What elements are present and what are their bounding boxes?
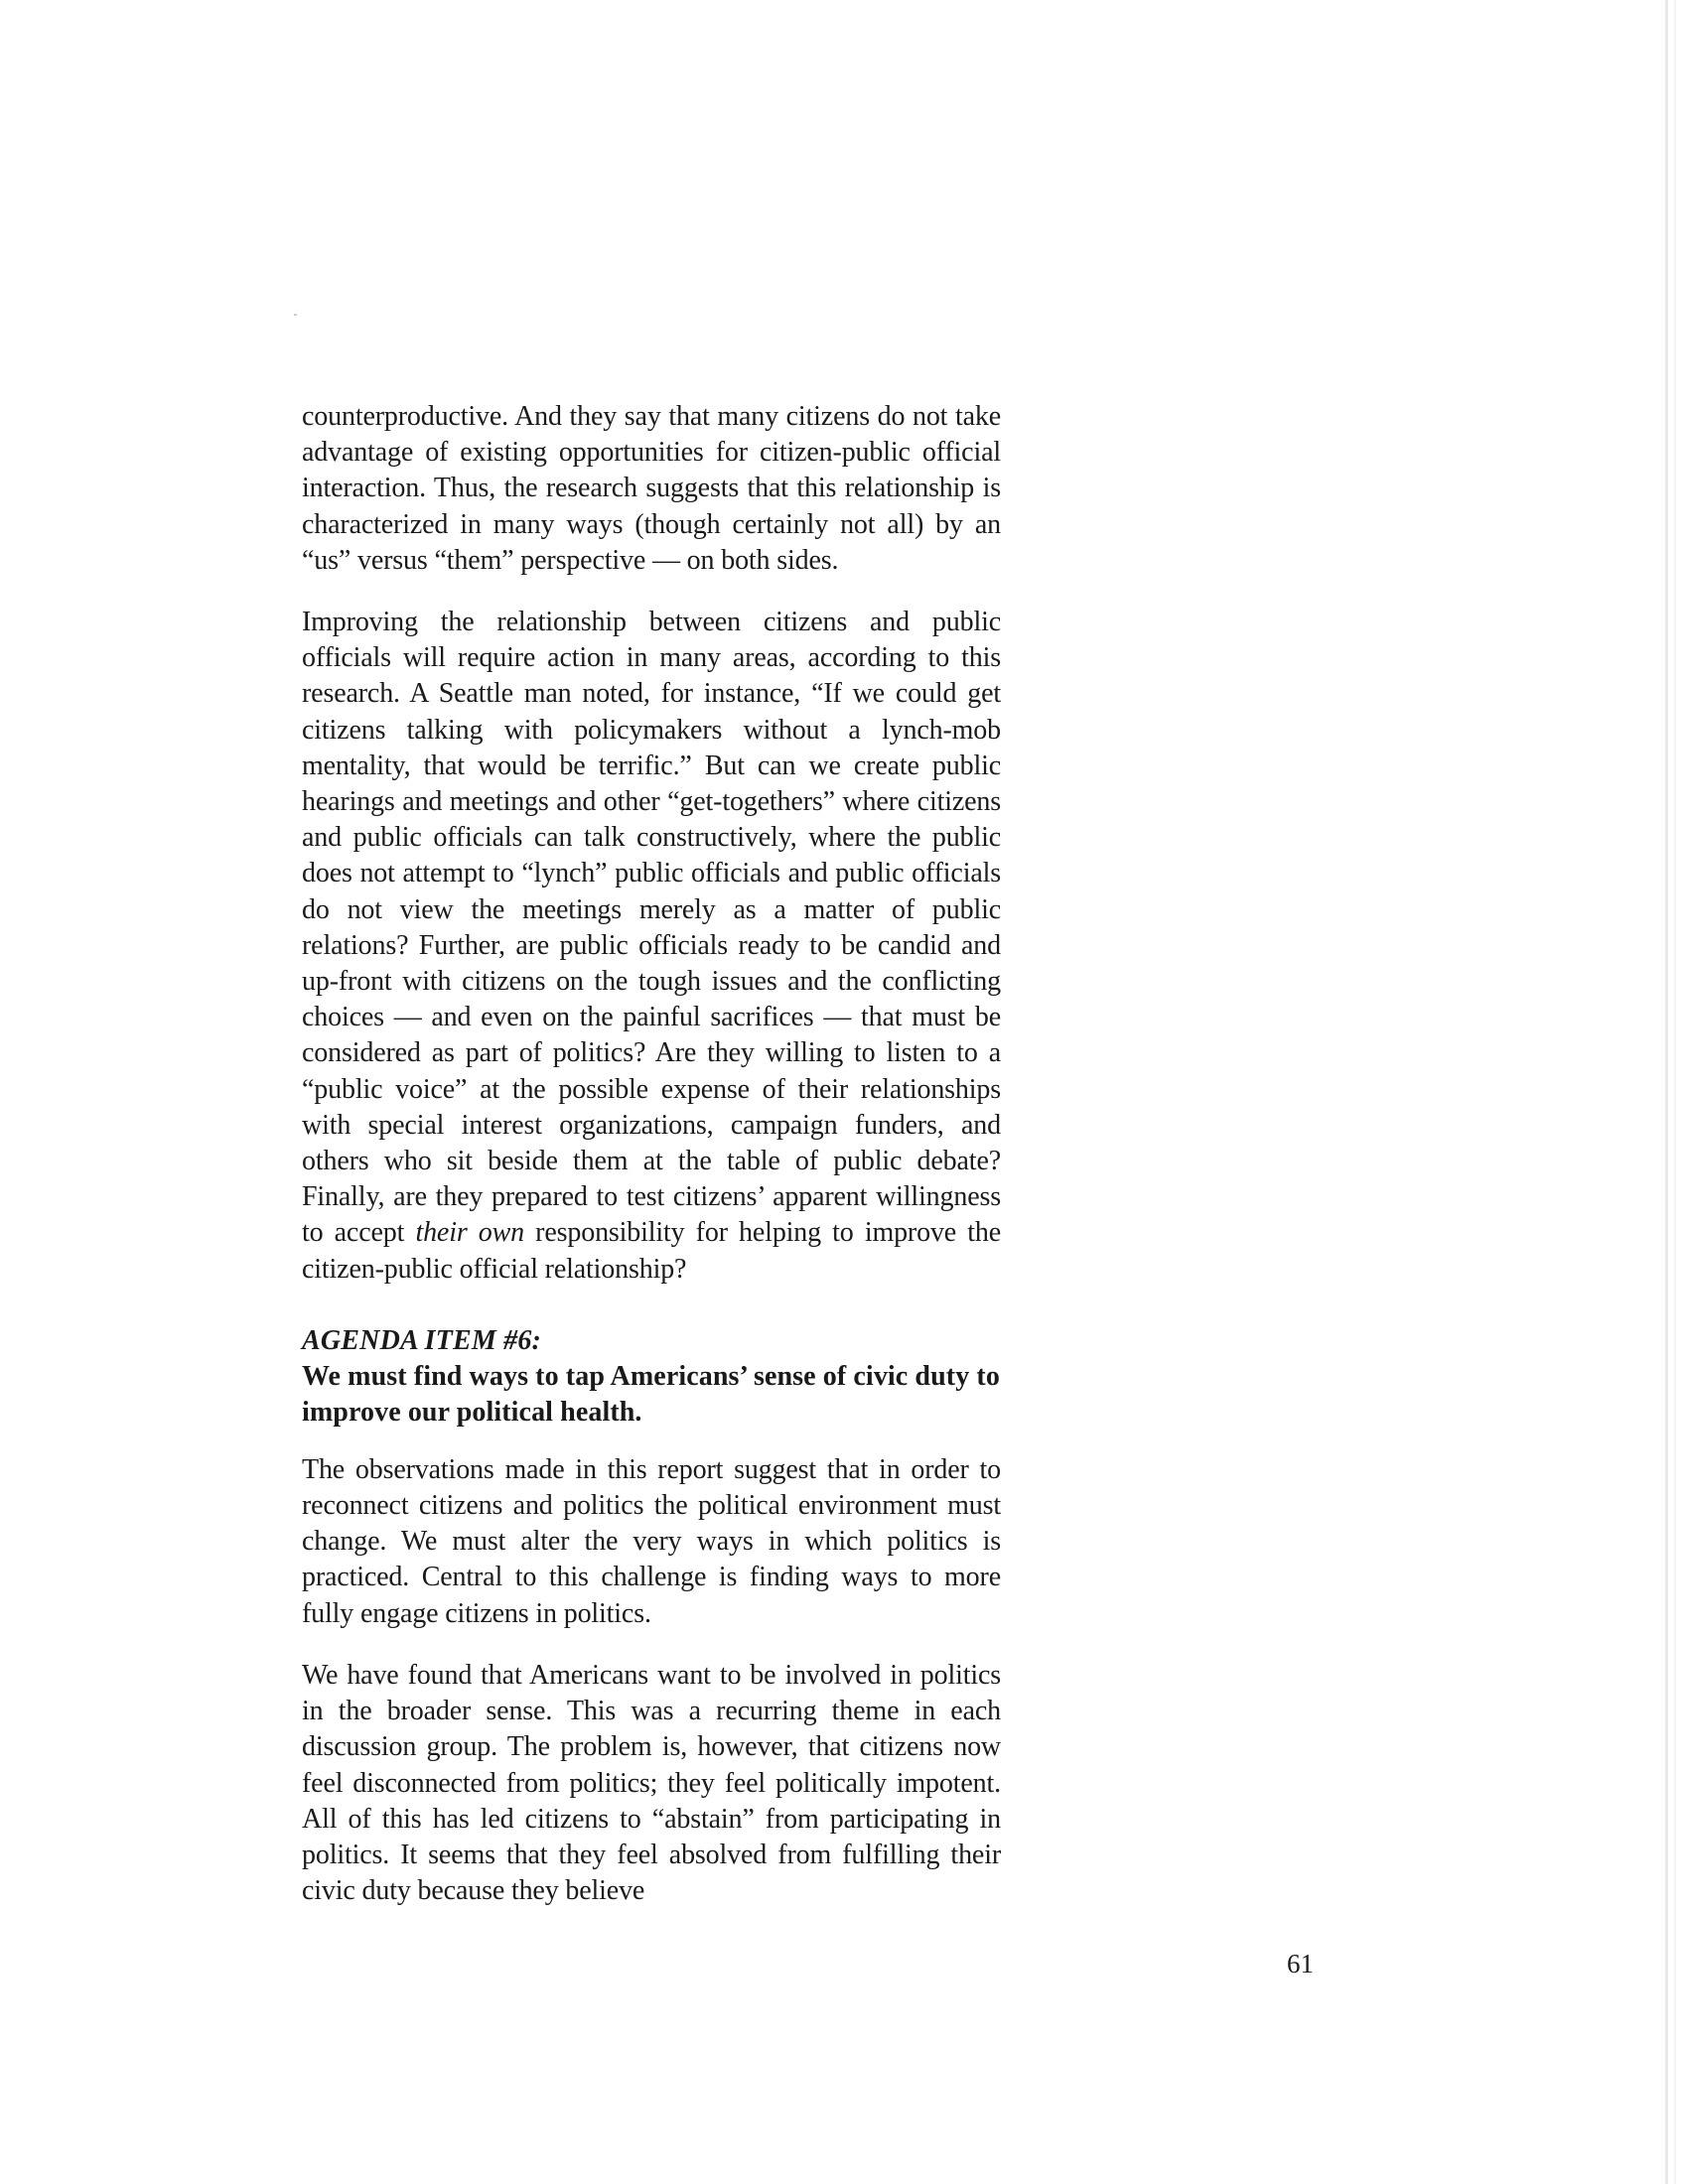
agenda-item [302,1323,1001,1431]
paragraph-2 [302,605,1001,1288]
page-edge-shadow [1665,0,1668,2184]
paragraph-2-emphasis: their own [415,1217,524,1249]
scan-speck [294,314,297,316]
text-column [302,399,1001,1935]
paragraph-2-text: Improving the relationship between citizens and public officials will require action in many areas, according to this research. A Seattle man noted, for instance, “If we could get citizens talking with policymakers without a lynch-mob mentality, that would be terrific.” But can we create public hearings and meetings and other “get-togethers” where citizens and public officials can talk constructively, where the public does not attempt to “lynch” public officials and public officials do not view the meetings merely as a matter of public relations? Further, are public officials ready to be candid and up-front with citizens on the tough issues and the conflicting choices — and even on the painful sacrifices — that must be considered as part of politics? Are they willing to listen to a “public voice” at the possible expense of their relationships with special interest organizations, campaign funders, and others who sit beside them at the table of public debate? Finally, are they prepared to test citizens’ apparent willingness to accept [302,607,1001,1249]
agenda-item-label: AGENDA ITEM #6: [302,1324,542,1356]
paragraph-1: counterproductive. And they say that many citizens do not take advantage of existing opportunities for citizen-public official interaction. Thus, the research suggests that this relationship is characterized in many ways (though certainly not all) by an “us” versus “them” perspective — on both sides. [302,401,1001,576]
paragraph-4: We have found that Americans want to be involved in politics in the broader sense. This was a recurring theme in each discussion group. The problem is, however, that citizens now feel disconnected from politics; they feel politically impotent. All of this has led citizens to “abstain” from participating in politics. It seems that they feel absolved from fulfilling their civic duty because they believe [302,1659,1001,1907]
page-number: 61 [1287,1949,1314,1979]
paragraph-2-end: responsibility for helping to improve the citizen-public official relationship? [302,1217,1002,1285]
paragraph-3: The observations made in this report suggest that in order to reconnect citizens and politics the political environment must change. We must alter the very ways in which politics is practiced. Central to this challenge is finding ways to more fully engage citizens in politics. [302,1453,1001,1629]
page-edge-highlight [1674,0,1676,2184]
agenda-item-heading: We must find ways to tap Americans’ sense of civic duty to improve our political health. [302,1360,1000,1428]
